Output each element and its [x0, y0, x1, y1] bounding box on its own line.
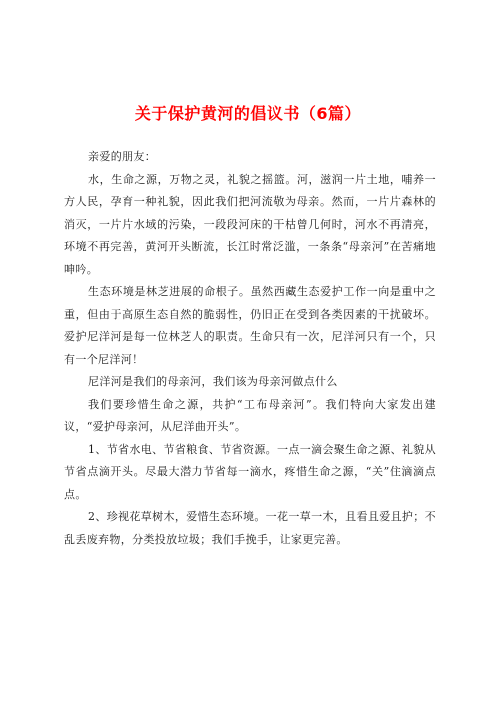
paragraph-5: 1、节省水电、节省粮食、节省资源。一点一滴会聚生命之源、礼貌从节省点滴开头。尽最大潜力节省每一滴水，疼惜生命之源，“关”住滴滴点点。 — [64, 442, 436, 501]
paragraph-2: 生态环境是林芝进展的命根子。虽然西藏生态爱护工作一向是重中之重，但由于高原生态自然的脆弱性，仍旧正在受到各类因素的干扰破坏。爱护尼洋河是每一位林芝人的职责。生命只有一次，尼洋河只有一个，只有一个尼洋河！ — [64, 285, 436, 366]
document-title: 关于保护黄河的倡议书（6篇） — [134, 104, 362, 123]
paragraph-1: 水，生命之源，万物之灵，礼貌之摇篮。河，滋润一片土地，哺养一方人民，孕育一种礼貌，因此我们把河流敬为母亲。然而，一片片森林的消灭，一片片水域的污染，一段段河床的干枯曾几何时，河水不再清亮，环境不再完善，黄河开头断流，长江时常泛滥，一条条“母亲河”在苦痛地呻吟。 — [64, 172, 436, 276]
salutation: 亲爱的朋友： — [88, 150, 157, 163]
paragraph-3: 尼洋河是我们的母亲河，我们该为母亲河做点什么 — [88, 375, 338, 388]
document-body — [64, 146, 436, 551]
paragraph-4: 我们要珍惜生命之源，共护“工布母亲河”。我们特向大家发出建议，“爱护母亲河，从尼洋曲开头”。 — [64, 397, 436, 433]
paragraph-6: 2、珍视花草树木，爱惜生态环境。一花一草一木，且看且爱且护；不乱丢废弃物，分类投放垃圾；我们手挽手，让家更完善。 — [64, 510, 436, 546]
